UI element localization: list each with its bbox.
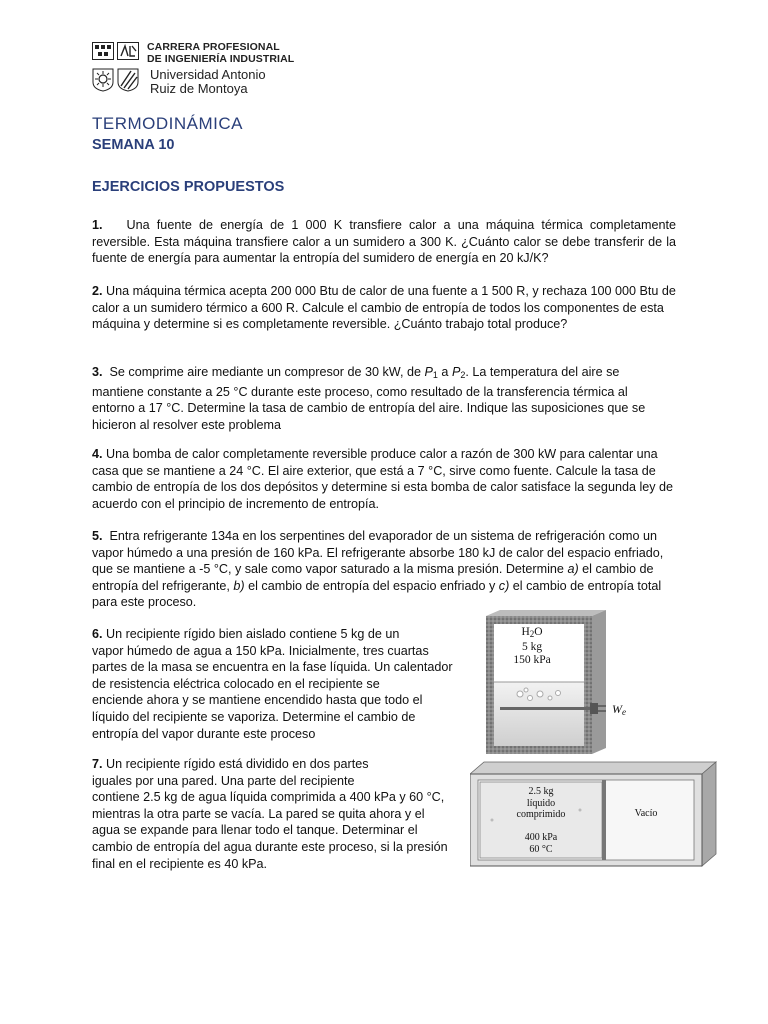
- part-c-label: c): [498, 578, 510, 593]
- university-line-2: Ruiz de Montoya: [150, 80, 248, 96]
- state-label: [506, 832, 576, 855]
- exercise-text: Entra refrigerante 134a en los serpentines del evaporador de un sistema de refrigeración como un vapor húmedo a una presión de 160 kPa. El refrigerante absorbe 180 kJ de calor del espacio enfriado, que se mantiene a -5 °C, y sale como vapor saturado a la misma presión. Determine: [92, 529, 664, 577]
- exercise-line: partes de la masa se encuentra en la fase líquida. Un calentador: [92, 660, 453, 675]
- exercise-line: Un recipiente rígido bien aislado contiene 5 kg de un: [106, 627, 400, 641]
- exercise-line: contiene 2.5 kg de agua líquida comprimida a 400 kPa y 60 °C,: [92, 790, 445, 805]
- exercise-line: iguales por una pared. Una parte del recipiente: [92, 773, 355, 788]
- exercise-text: el cambio de entropía del espacio enfriado y: [244, 578, 499, 593]
- tank-side-face: [592, 610, 606, 754]
- exercise-6: [92, 626, 472, 742]
- heater-terminal: [590, 703, 598, 714]
- exercise-5: [92, 528, 682, 611]
- work-label: [612, 702, 626, 717]
- exercise-text: el cambio de entropía total para este proceso.: [92, 578, 662, 610]
- exercise-7: [92, 756, 472, 872]
- stripes-shield-icon: [117, 68, 139, 92]
- pressure-label: 400 kPa: [524, 832, 558, 843]
- tank-top-face: [470, 762, 716, 774]
- exercise-line: mientras la otra parte se vacía. La pared se quita ahora y el: [92, 806, 425, 821]
- exercise-line: Un recipiente rígido está dividido en dos partes: [106, 757, 369, 771]
- vacuum-label: Vacío: [634, 808, 658, 819]
- p2-symbol: P: [451, 365, 461, 379]
- compressed-word: comprimido: [516, 809, 566, 820]
- figure-insulated-tank: [470, 610, 635, 762]
- exercise-text: Una fuente de energía de 1 000 K transfiere calor a una máquina térmica completamente reversible. Esta máquina transfiere calor a un sumidero a 300 K. ¿Cuánto calor se debe transferir de la fuente de energía para aumentar la entropía del sumidero de energía en 20 kJ/K?: [92, 218, 676, 266]
- emblem-icon: [117, 42, 139, 60]
- course-title: TERMODINÁMICA: [92, 114, 243, 133]
- tank-top-face: [486, 610, 606, 616]
- exercise-1: [92, 217, 676, 267]
- exercise-number: 6.: [92, 627, 103, 641]
- program-line-1: CARRERA PROFESIONAL: [147, 41, 280, 53]
- h2o-label-end: O: [534, 626, 543, 638]
- exercise-line: líquido del recipiente se vaporiza. Determine el cambio de: [92, 709, 416, 724]
- exercise-number: 4.: [92, 447, 103, 461]
- exercise-text: Una máquina térmica acepta 200 000 Btu de calor de una fuente a 1 500 R, y rechaza 100 000 Btu de calor a un sumidero térmico a 600 R. Calcule el cambio de entropía de todos los componentes de esta máquina y determine si es completamente reversible. ¿Cuánto trabajo total produce?: [92, 284, 676, 332]
- exercise-number: 5.: [92, 529, 103, 543]
- exercise-number: 3.: [92, 365, 103, 379]
- sun-shield-icon: [92, 68, 114, 92]
- resistance-heater: [500, 707, 592, 710]
- p1-symbol: P: [424, 365, 433, 379]
- tank-side-face: [702, 762, 716, 866]
- exercise-line: agua se expande para llenar todo el tanque. Determinar el: [92, 823, 418, 838]
- exercise-number: 2.: [92, 284, 103, 298]
- p2-subscript: 2: [460, 370, 466, 380]
- part-a-label: a): [567, 562, 579, 577]
- exercise-text: el cambio de entropía del refrigerante,: [92, 562, 654, 593]
- section-title: EJERCICIOS PROPUESTOS: [92, 179, 285, 195]
- program-line-2: DE INGENIERÍA INDUSTRIAL: [147, 52, 295, 65]
- exercise-line: enciende ahora y se mantiene encendido hasta que todo el: [92, 693, 423, 708]
- we-subscript: e: [622, 707, 626, 717]
- mass-label: 5 kg: [521, 641, 543, 653]
- exercise-number: 1.: [92, 218, 103, 232]
- pressure-label: 150 kPa: [513, 654, 551, 666]
- exercise-text: a: [437, 365, 452, 379]
- we-symbol: W: [612, 702, 622, 716]
- temperature-label: 60 °C: [529, 843, 553, 855]
- tank-label: [506, 626, 558, 667]
- h2o-subscript: 2: [529, 629, 535, 639]
- week-title: SEMANA 10: [92, 137, 175, 153]
- exercise-line: de resistencia eléctrica colocado en el recipiente se: [92, 676, 380, 691]
- figure-divided-tank: [470, 760, 720, 868]
- liquid-word: líquido: [526, 797, 556, 809]
- exercise-line: cambio de entropía del agua durante este proceso, si la presión: [92, 839, 448, 854]
- exercise-line: entropía del vapor durante este proceso: [92, 726, 316, 741]
- exercise-line: vapor húmedo de agua a 150 kPa. Inicialmente, tres cuartas: [92, 643, 429, 658]
- exercise-number: 7.: [92, 757, 103, 771]
- exercise-text: . La temperatura del aire se mantiene constante a 25 °C durante este proceso, como resultado de la transferencia térmica al entorno a 17 °C. Determine la tasa de cambio de entropía del aire. Indique las suposiciones que se hicieron al resolver este problema: [92, 365, 646, 432]
- university-logo: [92, 42, 294, 95]
- exercise-3: [92, 364, 652, 433]
- exercise-4: [92, 446, 676, 512]
- exercise-text: Se comprime aire mediante un compresor de 30 kW, de: [109, 365, 425, 379]
- partition-wall: [602, 780, 606, 860]
- exercise-line: final en el recipiente es 40 kPa.: [92, 856, 268, 871]
- exercise-text: Una bomba de calor completamente reversible produce calor a razón de 300 kW para calentar una casa que se mantiene a 24 °C. El aire exterior, que está a 7 °C, sirve como fuente. Calcule la tasa de cambio de entropía de los dos depósitos y determine si esta bomba de calor satisface la segunda ley de acuerdo con el principio de incremento de entropía.: [92, 447, 674, 511]
- h2o-label: H: [521, 626, 530, 638]
- p1-subscript: 1: [432, 370, 438, 380]
- mass-label: 2.5 kg: [528, 786, 554, 797]
- crest-icon: [92, 42, 114, 60]
- liquid-label: [506, 786, 576, 821]
- part-b-label: b): [233, 578, 245, 593]
- university-line-1: Universidad Antonio: [150, 67, 266, 82]
- exercise-2: [92, 283, 682, 333]
